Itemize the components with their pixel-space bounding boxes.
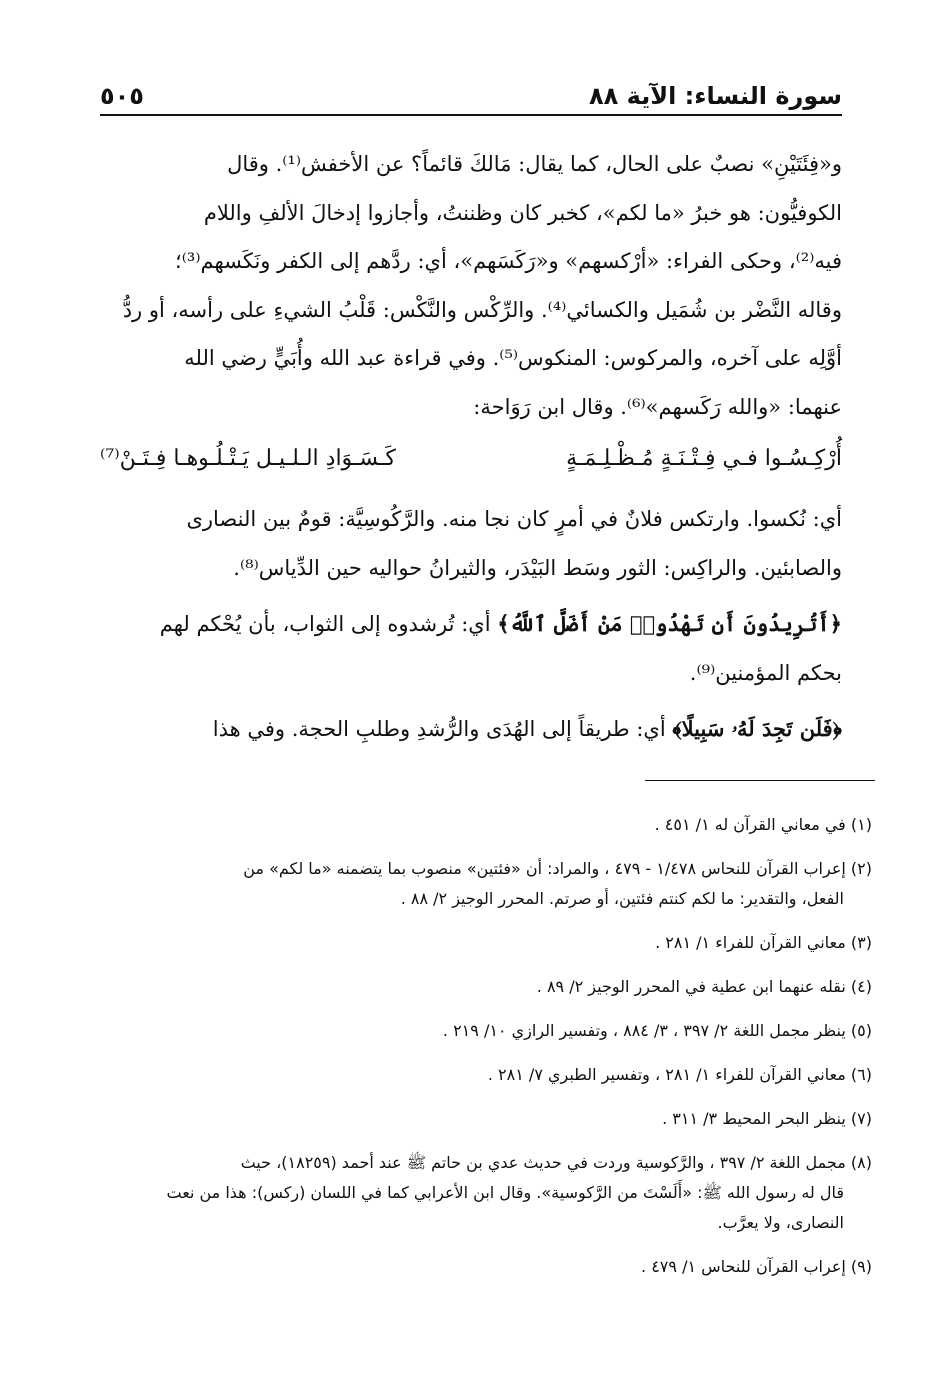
poetry-verse (100, 431, 842, 487)
footnote-1 (100, 810, 872, 840)
footnote-9 (100, 1252, 872, 1282)
footnote-6 (100, 1060, 872, 1090)
footnote-text: (١) في معاني القرآن له ١/ ٤٥١ . (654, 815, 872, 834)
footnote-8 (100, 1148, 872, 1238)
main-text (100, 140, 842, 754)
text-line: أي: تُرشدوه إلى الثواب، بأن يُحْكم لهم (159, 612, 498, 636)
footnote-continuation: النصارى، ولا يعرَّب. (717, 1213, 844, 1232)
text-line: والصابئين. والراكِس: الثور وسَط البَيْدَر، والثيرانُ حواليه حين الدِّياس⁽⁸⁾. (233, 555, 842, 580)
footnote-7 (100, 1104, 872, 1134)
quran-quote: ﴿أَتُرِيدُونَ أَن تَهْدُوا۟ مَنْ أَضَلَّ ٱللَّهُ﴾ (497, 611, 842, 636)
text-line: فيه⁽²⁾، وحكى الفراء: «أرْكسهم» و«رَكَسَهم»، أي: ردَّهم إلى الكفر ونَكَسهم⁽³⁾؛ (175, 249, 842, 273)
text-line: و«فِئَتَيْنِ» نصبٌ على الحال، كما يقال: مَالكَ قائماً؟ عن الأخفش⁽¹⁾. وقال (227, 152, 842, 176)
verse-second-hemistich: كَـسَـوَادِ الـلـيـل يَـتْـلُـوهـا فِـتَـنْ⁽⁷⁾ (100, 446, 396, 471)
footnote-continuation: الفعل، والتقدير: ما لكم كنتم فئتين، أو صرتم. المحرر الوجيز ٢/ ٨٨ . (400, 889, 844, 908)
text-line: أوَّلِه على آخره، والمركوس: المنكوس⁽⁵⁾. وفي قراءة عبد الله وأُبَيٍّ رضي الله (184, 346, 842, 370)
footnote-4 (100, 972, 872, 1002)
verse-first-hemistich: أُرْكِـسُـوا فـي فِـتْـنَـةٍ مُـظْـلِـمَـةٍ (566, 446, 842, 471)
footnote-5 (100, 1016, 872, 1046)
footnote-text: (٤) نقله عنهما ابن عطية في المحرر الوجيز ٢/ ٨٩ . (536, 977, 872, 996)
footnote-rule (645, 780, 875, 781)
header-rule (100, 114, 842, 116)
paragraph-1 (100, 140, 842, 431)
paragraph-4 (100, 705, 842, 754)
footnote-text: (٥) ينظر مجمل اللغة ٢/ ٣٩٧ ، ٣/ ٨٨٤ ، وتفسير الرازي ١٠/ ٢١٩ . (442, 1021, 872, 1040)
footnote-text: (٢) إعراب القرآن للنحاس ١/٤٧٨ - ٤٧٩ ، والمراد: أن «فئتين» منصوب بما يتضمنه «ما لكم» من (243, 859, 872, 878)
footnotes (100, 810, 872, 1296)
footnote-text: (٩) إعراب القرآن للنحاس ١/ ٤٧٩ . (641, 1257, 872, 1276)
paragraph-2 (100, 495, 842, 592)
footnote-continuation: قال له رسول الله ﷺ: «أَلَسْتَ من الرَّكوسية». وقال ابن الأعرابي كما في اللسان (ركس): هذا من نعت (166, 1183, 844, 1202)
text-line: عنهما: «والله رَكَسهم»⁽⁶⁾. وقال ابن رَوَاحة: (473, 394, 842, 419)
running-header (100, 70, 842, 110)
footnote-text: (٦) معاني القرآن للفراء ١/ ٢٨١ ، وتفسير الطبري ٧/ ٢٨١ . (487, 1065, 872, 1084)
text-line: وقاله النَّضْر بن شُمَيل والكسائي⁽⁴⁾. والرِّكْس والنَّكْس: قَلْبُ الشيءِ على رأسه، أو ردُّ (122, 297, 842, 322)
text-line: بحكم المؤمنين⁽⁹⁾. (689, 660, 842, 685)
text-line: أي: طريقاً إلى الهُدَى والرُّشدِ وطلبِ الحجة. وفي هذا (212, 717, 673, 741)
footnote-2 (100, 854, 872, 914)
footnote-text: (٣) معاني القرآن للفراء ١/ ٢٨١ . (655, 933, 872, 952)
page-number: ٥٠٥ (100, 82, 144, 110)
text-line: الكوفيُّون: هو خبرُ «ما لكم»، كخبر كان وظننتُ، وأجازوا إدخالَ الألفِ واللام (203, 200, 842, 225)
footnote-text: (٨) مجمل اللغة ٢/ ٣٩٧ ، والرَّكوسية وردت في حديث عدي بن حاتم ﷺ عند أحمد (١٨٢٥٩)، حيث (240, 1153, 872, 1172)
text-line: أي: نُكسوا. وارتكس فلانٌ في أمرٍ كان نجا منه. والرَّكُوسِيَّة: قومٌ بين النصارى (186, 507, 842, 531)
footnote-3 (100, 928, 872, 958)
footnote-text: (٧) ينظر البحر المحيط ٣/ ٣١١ . (662, 1109, 872, 1128)
quran-quote: ﴿فَلَن تَجِدَ لَهُۥ سَبِيلًا﴾ (672, 716, 842, 741)
paragraph-3 (100, 600, 842, 697)
header-title: سورة النساء: الآية ٨٨ (589, 82, 842, 110)
